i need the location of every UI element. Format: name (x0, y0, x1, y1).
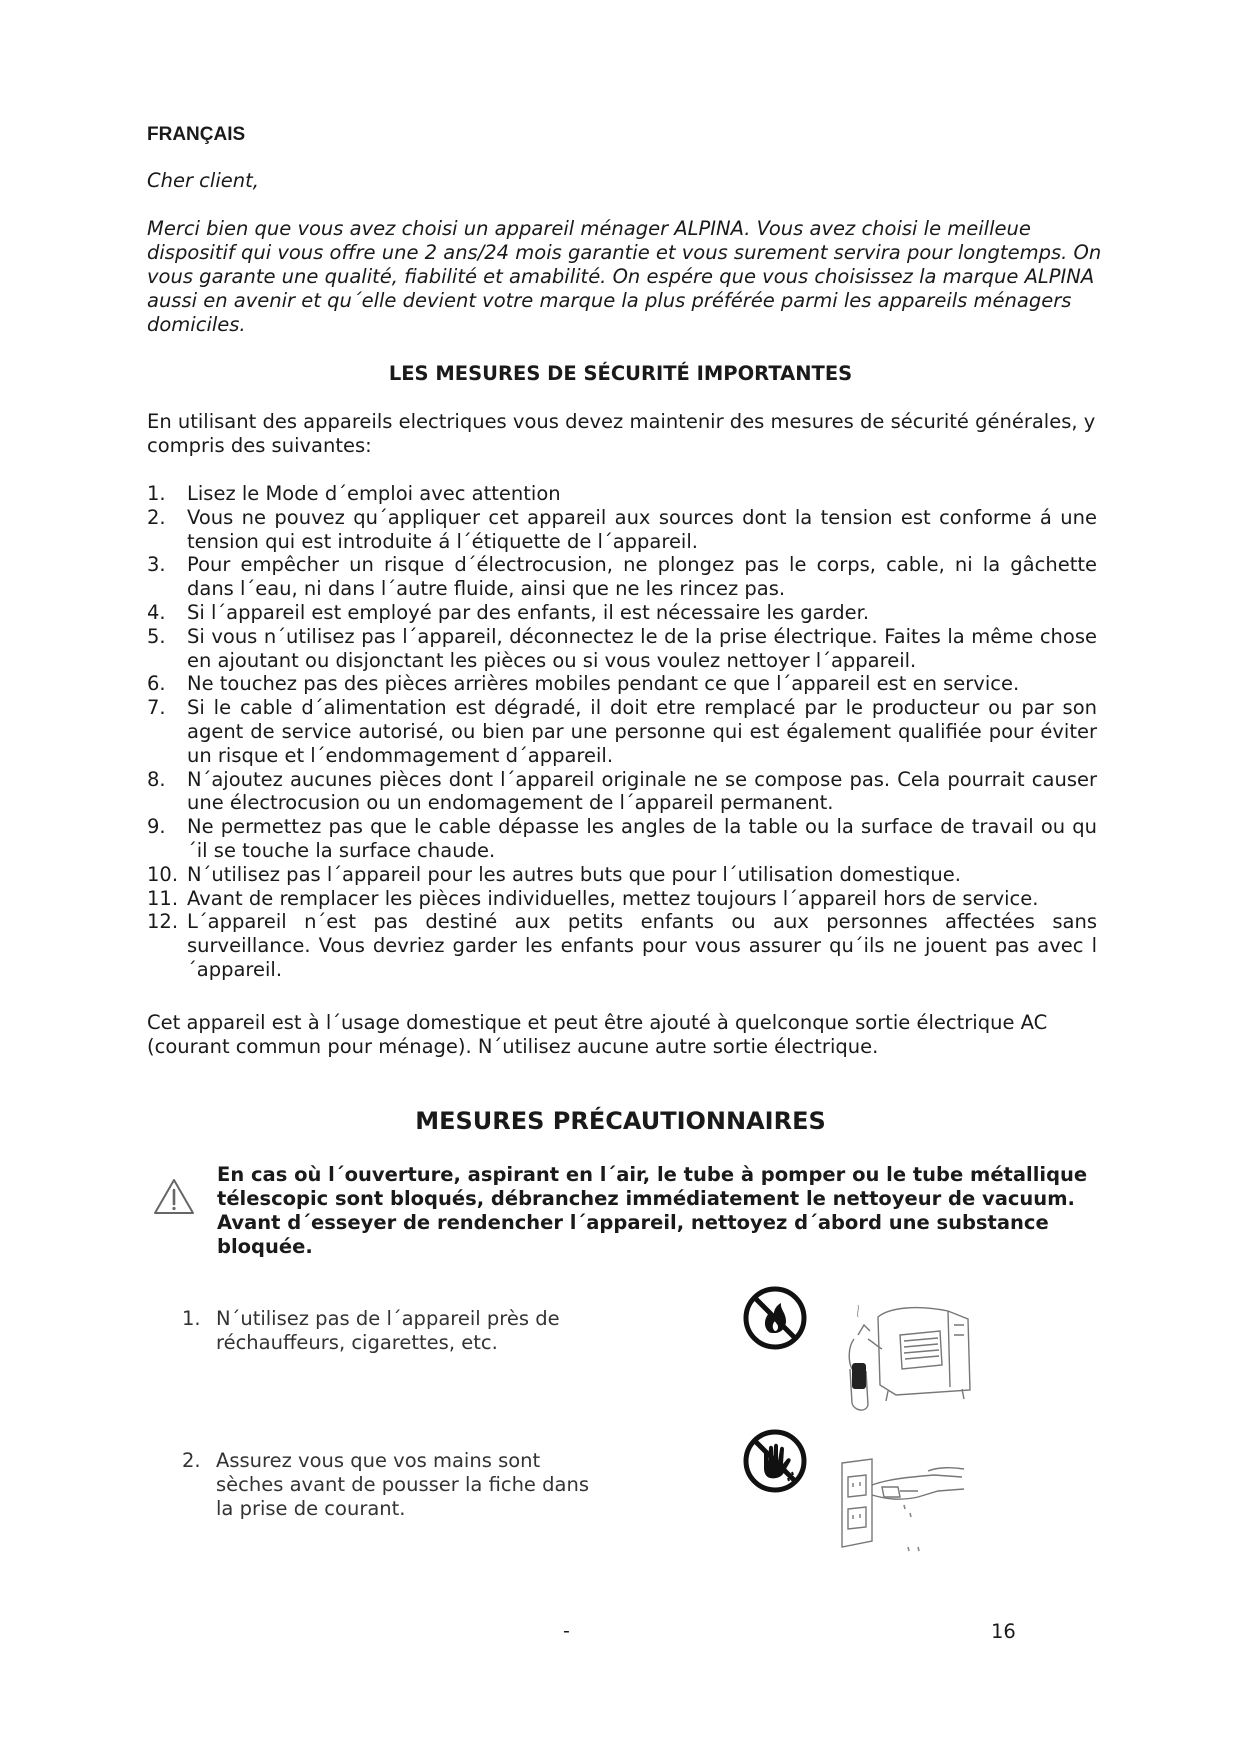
item-text: Pour empêcher un risque d´électrocusion, ne plongez pas le corps, cable, ni la gâchette dans l´eau, ni dans l´autre fluide, ainsi que ne les rincez pas. (187, 553, 1097, 601)
list-item (147, 482, 1097, 506)
closing-paragraph: Cet appareil est à l´usage domestique et peut être ajouté à quelconque sortie électrique AC (courant commun pour ménage). N´utilisez aucune autre sortie électrique. (147, 1011, 1048, 1058)
list-item (147, 672, 1097, 696)
item-text: Si l´appareil est employé par des enfants, il est nécessaire les garder. (187, 600, 870, 624)
no-fire-icon (742, 1285, 808, 1351)
list-item (147, 768, 1097, 816)
item-text: Avant de remplacer les pièces individuelles, mettez toujours l´appareil hors de service. (187, 886, 1039, 910)
safety-heading: LES MESURES DE SÉCURITÉ IMPORTANTES (388, 362, 853, 385)
intro-paragraph: Merci bien que vous avez choisi un appareil ménager ALPINA. Vous avez choisi le meilleue dispositif qui vous offre une 2 ans/24 mois garantie et vous surement servira pour longtemps. On vous garante une qualité, fiabilité et amabilité. On espére que vous choisissez la marque ALPINA aussi en avenir et qu´elle devient votre marque la plus préférée parmi les appareils ménagers domiciles. (147, 217, 1102, 336)
footer-dash: - (563, 1620, 570, 1642)
item-text: Si vous n´utilisez pas l´appareil, déconnectez le de la prise électrique. Faites la même chose en ajoutant ou disjonctant les pièces ou si vous voulez nettoyer l´appareil. (187, 624, 1097, 672)
list-item (147, 553, 1097, 601)
item-number: 12. (147, 910, 179, 934)
item-number: 4. (147, 600, 166, 624)
heater-illustration (838, 1295, 980, 1415)
item-number: 2. (182, 1449, 201, 1472)
list-item (147, 625, 1097, 673)
item-number: 1. (182, 1307, 201, 1330)
item-text: L´appareil n´est pas destiné aux petits enfants ou aux personnes affectées sans surveillance. Vous devriez garder les enfants pour vous assurer qu´ils ne jouent pas avec l´appareil. (187, 910, 1097, 981)
precautions-heading: MESURES PRÉCAUTIONNAIRES (415, 1107, 826, 1135)
precaution-item (182, 1307, 602, 1355)
item-text-line: la prise de courant. (216, 1497, 406, 1520)
page-number: 16 (991, 1620, 1016, 1643)
safety-rules-list (147, 482, 1097, 982)
item-text: Lisez le Mode d´emploi avec attention (187, 482, 561, 505)
item-number: 9. (147, 815, 166, 839)
language-heading: FRANÇAIS (147, 124, 246, 145)
list-item (147, 887, 1097, 911)
item-number: 3. (147, 553, 166, 577)
list-item (147, 910, 1097, 981)
item-text: N´ajoutez aucunes pièces dont l´appareil originale ne se compose pas. Cela pourrait causer une électrocusion ou un endomagement de l´appareil permanent. (187, 767, 1097, 815)
warning-triangle-icon (153, 1178, 195, 1216)
item-text-line: N´utilisez pas de l´appareil près de (216, 1307, 560, 1330)
item-number: 5. (147, 624, 166, 648)
item-text-line: Assurez vous que vos mains sont (216, 1449, 541, 1472)
list-item (147, 863, 1097, 887)
item-text: Ne permettez pas que le cable dépasse les angles de la table ou la surface de travail ou qu´il se touche la surface chaude. (187, 815, 1097, 862)
item-number: 2. (147, 505, 166, 529)
list-item (147, 601, 1097, 625)
list-item (147, 815, 1097, 863)
item-text: Si le cable d´alimentation est dégradé, il doit etre remplacé par le producteur ou par son agent de service autorisé, ou bien par une personne qui est également qualifiée pour éviter un risque et l´endommagement d´appareil. (187, 696, 1097, 767)
item-number: 11. (147, 886, 179, 910)
blockage-warning: En cas où l´ouverture, aspirant en l´air, le tube à pomper ou le tube métallique télescopic sont bloqués, débranchez immédiatement le nettoyeur de vacuum. Avant d´esseyer de rendencher l´appareil, nettoyez d´abord une substance bloquée. (217, 1163, 1088, 1258)
item-text-line: sèches avant de pousser la fiche dans (216, 1473, 589, 1496)
no-wet-hands-icon (742, 1428, 808, 1494)
wall-socket-illustration (838, 1455, 970, 1555)
item-number: 1. (147, 482, 166, 505)
item-text-line: réchauffeurs, cigarettes, etc. (216, 1331, 498, 1354)
safety-lead: En utilisant des appareils electriques vous devez maintenir des mesures de sécurité générales, y compris des suivantes: (147, 410, 1096, 457)
item-number: 8. (147, 767, 166, 791)
list-item (147, 506, 1097, 554)
greeting: Cher client, (147, 169, 259, 192)
item-number: 10. (147, 862, 179, 886)
item-text: N´utilisez pas l´appareil pour les autres buts que pour l´utilisation domestique. (187, 862, 961, 886)
item-number: 7. (147, 696, 166, 720)
precaution-item (182, 1449, 622, 1521)
item-number: 6. (147, 672, 166, 696)
item-text: Vous ne pouvez qu´appliquer cet appareil aux sources dont la tension est conforme á une tension qui est introduite á l´étiquette de l´appareil. (187, 505, 1097, 553)
list-item (147, 696, 1097, 767)
item-text: Ne touchez pas des pièces arrières mobiles pendant ce que l´appareil est en service. (187, 672, 1020, 696)
